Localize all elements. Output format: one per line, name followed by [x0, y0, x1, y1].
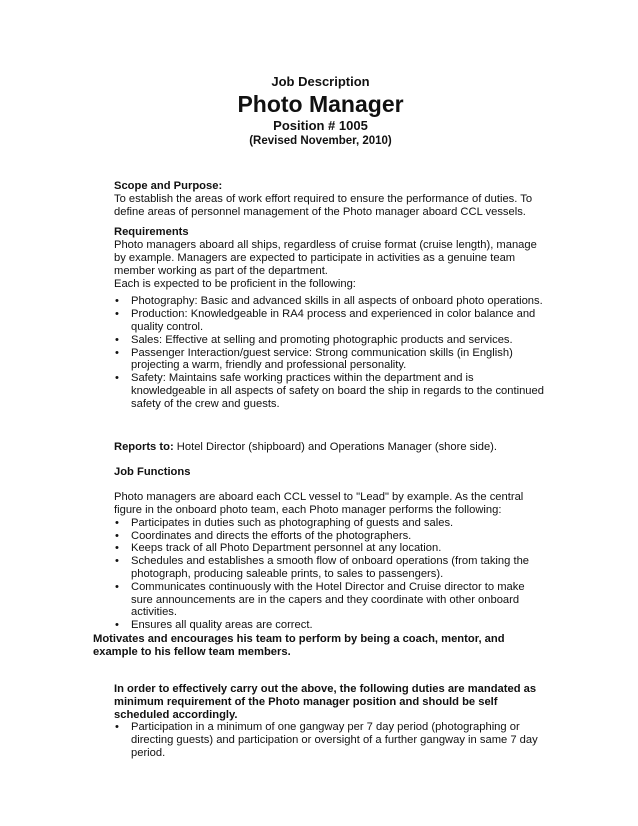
reports-to-label: Reports to:: [114, 440, 174, 453]
job-functions-intro: Photo managers are aboard each CCL vessel to "Lead" by example. As the central figure in the onboard photo team, each Photo manager performs the following:: [114, 491, 524, 516]
list-item: [114, 517, 546, 530]
document-header: [0, 74, 638, 149]
bullet-glyph: •: [115, 529, 119, 542]
list-item-text: Safety: Maintains safe working practices within the department and is knowledgeable in all aspects of safety on board the ship in regards to the continued safety of the crew and guests.: [131, 372, 544, 410]
list-item: [114, 619, 546, 632]
bullet-glyph: •: [115, 580, 119, 593]
spacer: [114, 479, 546, 491]
revision-date: (Revised November, 2010): [249, 135, 392, 147]
list-item-text: Passenger Interaction/guest service: Strong communication skills (in English) projecting a warm, friendly and professional personality.: [131, 346, 513, 372]
list-item-text: Keeps track of all Photo Department personnel at any location.: [131, 542, 442, 555]
duties-intro: In order to effectively carry out the above, the following duties are mandated as minimum requirement of the Photo manager position and should be self scheduled accordingly.: [114, 683, 537, 721]
scope-heading: Scope and Purpose:: [114, 180, 223, 192]
bullet-glyph: •: [115, 516, 119, 529]
list-item-text: Participation in a minimum of one gangway per 7 day period (photographing or directing guests) and participation or oversight of a further gangway in same 7 day period.: [131, 721, 538, 759]
list-item-text: Schedules and establishes a smooth flow of onboard operations (from taking the photograph, producing saleable prints, to sales to passengers).: [131, 555, 530, 580]
list-item: [114, 721, 546, 759]
list-item-text: Production: Knowledgeable in RA4 process and experienced in color balance and quality control.: [131, 308, 536, 333]
bullet-glyph: •: [115, 721, 119, 734]
bullet-glyph: •: [115, 295, 119, 308]
list-item: [114, 295, 546, 308]
list-item-text: Sales: Effective at selling and promoting photographic products and services.: [131, 333, 513, 346]
bullet-glyph: •: [115, 619, 119, 632]
list-item: [114, 542, 546, 555]
list-item-text: Ensures all quality areas are correct.: [131, 619, 313, 632]
requirements-heading: Requirements: [114, 226, 189, 239]
document-title: Photo Manager: [237, 91, 404, 117]
document-subtitle: Job Description: [271, 74, 370, 89]
list-item: [114, 530, 546, 543]
bullet-glyph: •: [115, 372, 119, 385]
position-number: Position # 1005: [273, 118, 368, 133]
bullet-glyph: •: [115, 542, 119, 555]
reports-to-text: Hotel Director (shipboard) and Operations Manager (shore side).: [173, 440, 498, 453]
list-item: [114, 347, 546, 373]
reports-to: [114, 441, 546, 454]
bullet-glyph: •: [115, 333, 119, 346]
scope-text: To establish the areas of work effort required to ensure the performance of duties. To define areas of personnel management of the Photo manager aboard CCL vessels.: [114, 192, 533, 218]
job-functions-list: [114, 517, 546, 632]
spacer: [114, 218, 546, 226]
requirements-list: [114, 295, 546, 410]
duties-section: [114, 683, 546, 760]
list-item: [114, 555, 546, 581]
spacer: [114, 411, 546, 441]
list-item: [114, 334, 546, 347]
list-item: [114, 308, 546, 334]
bullet-glyph: •: [115, 308, 119, 321]
list-item-text: Photography: Basic and advanced skills in all aspects of onboard photo operations.: [131, 295, 543, 308]
motivates-statement: Motivates and encourages his team to perform by being a coach, mentor, and example to his fellow team members.: [93, 633, 505, 658]
bullet-glyph: •: [115, 346, 119, 359]
list-item-text: Communicates continuously with the Hotel Director and Cruise director to make sure announcements are in the capers and they coordinate with other onboard activities.: [131, 580, 525, 619]
requirements-text: Photo managers aboard all ships, regardless of cruise format (cruise length), manage by example. Managers are expected to participate in activities as a genuine team member working as part of the department.: [114, 239, 537, 277]
list-item-text: Coordinates and directs the efforts of the photographers.: [131, 529, 412, 542]
list-item-text: Participates in duties such as photographing of guests and sales.: [131, 516, 454, 529]
bullet-glyph: •: [115, 555, 119, 568]
job-functions-heading: Job Functions: [114, 466, 191, 479]
main-content: [114, 180, 546, 632]
list-item: [114, 581, 546, 619]
requirements-lead-in: Each is expected to be proficient in the following:: [114, 277, 356, 290]
duties-list: [114, 721, 546, 759]
list-item: [114, 372, 546, 410]
spacer: [114, 453, 546, 466]
